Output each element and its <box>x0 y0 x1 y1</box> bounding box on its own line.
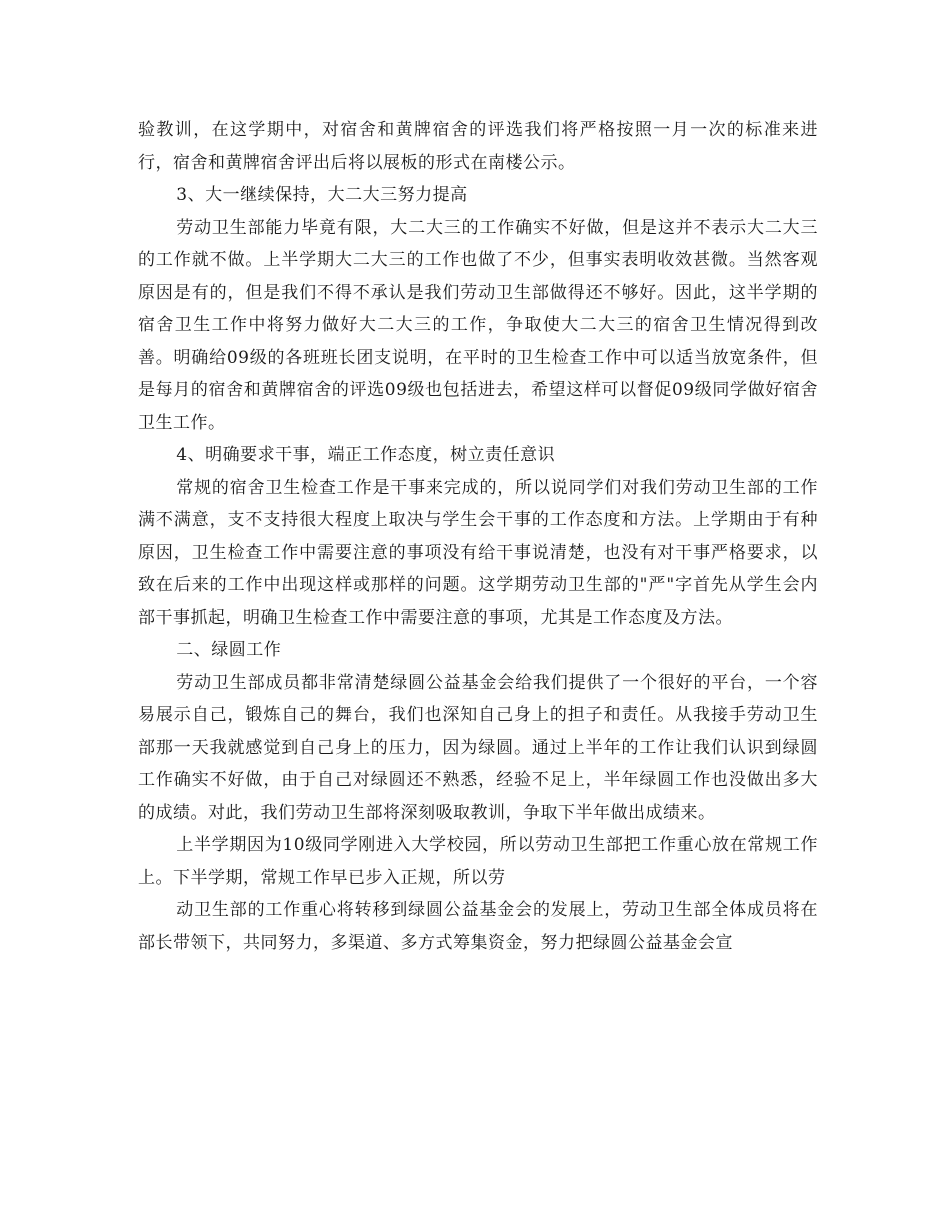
document-body <box>138 114 818 959</box>
paragraph: 上半学期因为10级同学刚进入大学校园，所以劳动卫生部把工作重心放在常规工作上。下半学期，常规工作早已步入正规，所以劳 <box>138 835 818 888</box>
paragraph: 动卫生部的工作重心将转移到绿圆公益基金会的发展上，劳动卫生部全体成员将在部长带领下，共同努力，多渠道、多方式筹集资金，努力把绿圆公益基金会宣 <box>138 900 818 953</box>
paragraph-continuation: 验教训，在这学期中，对宿舍和黄牌宿舍的评选我们将严格按照一月一次的标准来进行，宿舍和黄牌宿舍评出后将以展板的形式在南楼公示。 <box>138 120 818 173</box>
paragraph: 常规的宿舍卫生检查工作是干事来完成的，所以说同学们对我们劳动卫生部的工作满不满意，支不支持很大程度上取决与学生会干事的工作态度和方法。上学期由于有种原因，卫生检查工作中需要注意的事项没有给干事说清楚，也没有对干事严格要求，以致在后来的工作中出现这样或那样的问题。这学期劳动卫生部的"严"字首先从学生会内部干事抓起，明确卫生检查工作中需要注意的事项，尤其是工作态度及方法。 <box>138 477 818 628</box>
subheading-3: 3、大一继续保持，大二大三努力提高 <box>176 185 468 205</box>
section-heading-2: 二、绿圆工作 <box>176 640 282 660</box>
paragraph: 劳动卫生部成员都非常清楚绿圆公益基金会给我们提供了一个很好的平台，一个容易展示自己，锻炼自己的舞台，我们也深知自己身上的担子和责任。从我接手劳动卫生部那一天我就感觉到自己身上的压力，因为绿圆。通过上半年的工作让我们认识到绿圆工作确实不好做，由于自己对绿圆还不熟悉，经验不足上，半年绿圆工作也没做出多大的成绩。对此，我们劳动卫生部将深刻吸取教训，争取下半年做出成绩来。 <box>138 672 818 823</box>
subheading-4: 4、明确要求干事，端正工作态度，树立责任意识 <box>176 445 556 465</box>
paragraph: 劳动卫生部能力毕竟有限，大二大三的工作确实不好做，但是这并不表示大二大三的工作就不做。上半学期大二大三的工作也做了不少，但事实表明收效甚微。当然客观原因是有的，但是我们不得不承认是我们劳动卫生部做得还不够好。因此，这半学期的宿舍卫生工作中将努力做好大二大三的工作，争取使大二大三的宿舍卫生情况得到改善。明确给09级的各班班长团支说明，在平时的卫生检查工作中可以适当放宽条件，但是每月的宿舍和黄牌宿舍的评选09级也包括进去，希望这样可以督促09级同学做好宿舍卫生工作。 <box>138 217 818 433</box>
